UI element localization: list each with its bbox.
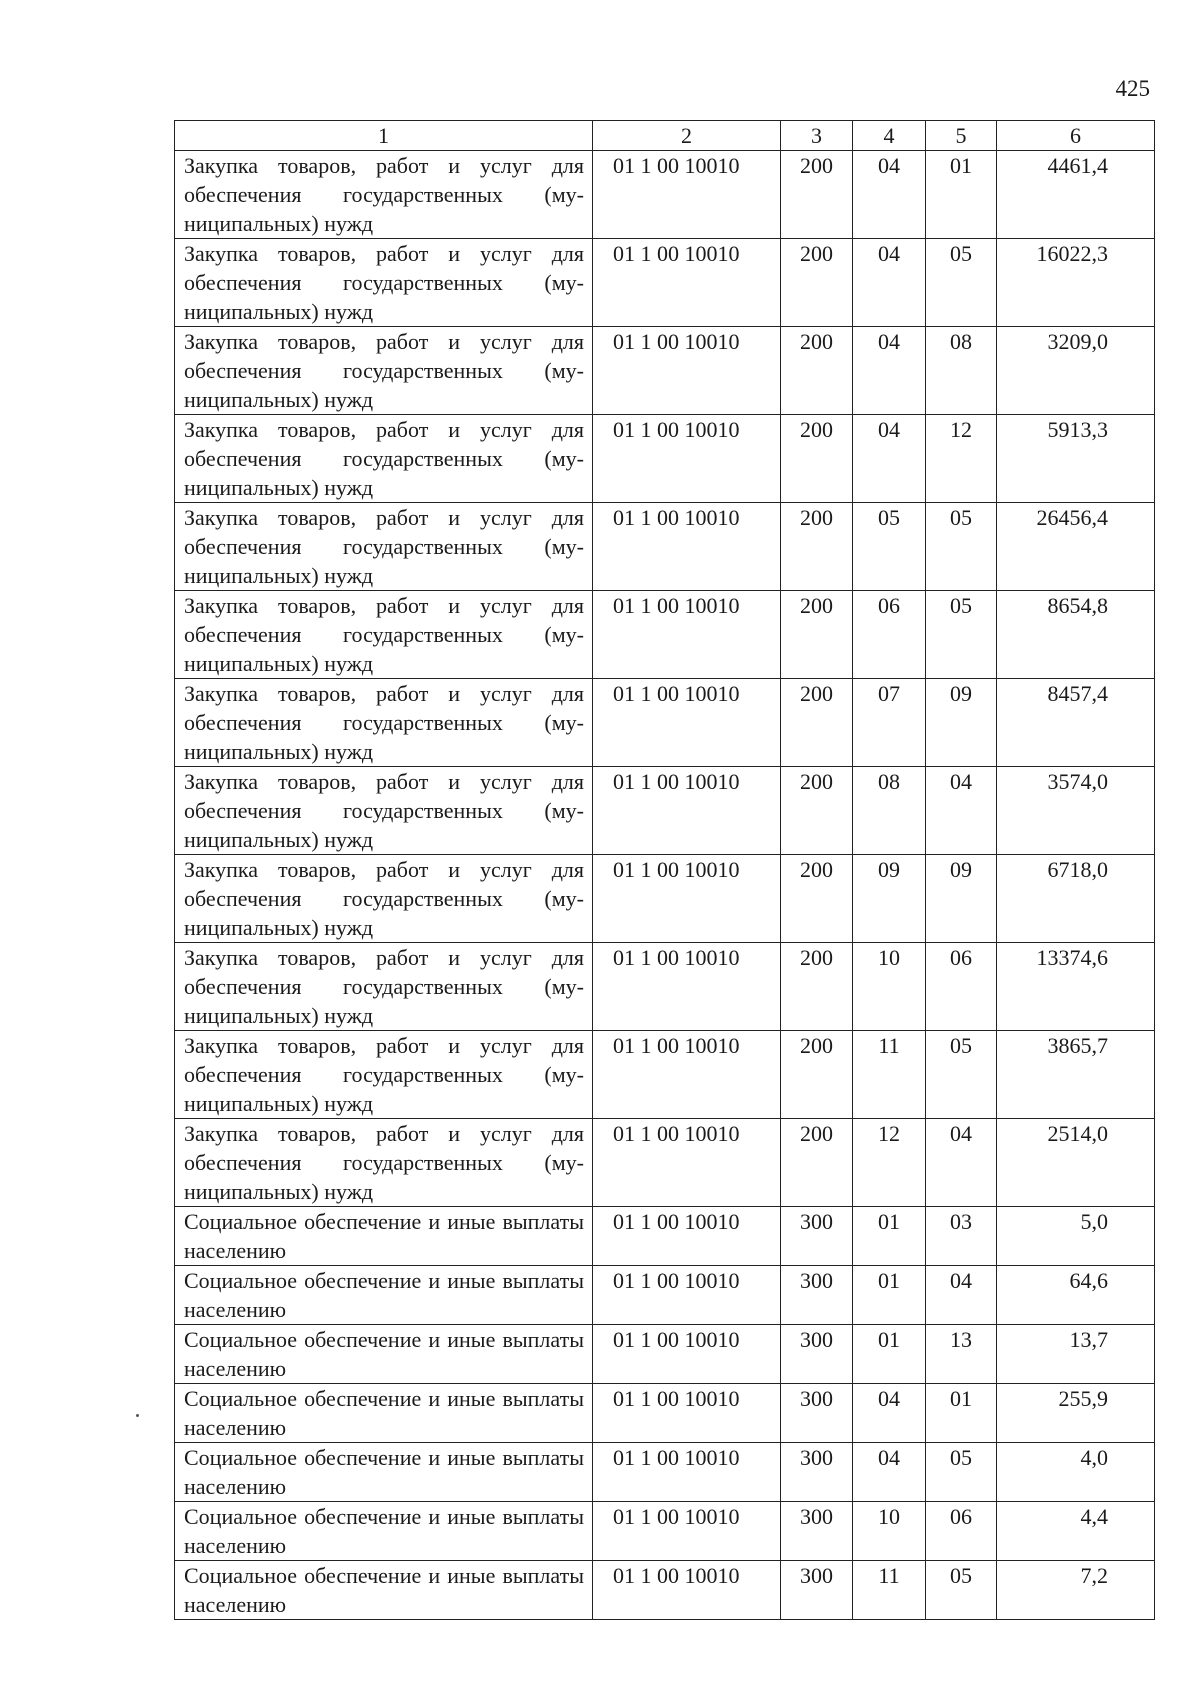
expenditure-type-cell: 200 [781, 1119, 853, 1207]
target-article-cell: 01 1 00 10010 [593, 1384, 781, 1443]
section-cell: 10 [853, 1502, 926, 1561]
target-article-cell: 01 1 00 10010 [593, 1561, 781, 1620]
expenditure-type-cell: 200 [781, 503, 853, 591]
subsection-cell: 05 [926, 591, 997, 679]
column-header: 4 [853, 121, 926, 151]
table-row [175, 1119, 1155, 1207]
amount-cell: 13374,6 [997, 943, 1155, 1031]
expenditure-type-cell: 300 [781, 1325, 853, 1384]
target-article-cell: 01 1 00 10010 [593, 1031, 781, 1119]
expenditure-type-cell: 200 [781, 767, 853, 855]
table-row [175, 1502, 1155, 1561]
subsection-cell: 09 [926, 855, 997, 943]
section-cell: 05 [853, 503, 926, 591]
target-article-cell: 01 1 00 10010 [593, 855, 781, 943]
expenditure-type-cell: 300 [781, 1384, 853, 1443]
expenditure-name-cell: Закупка товаров, работ и услуг для обеспечения государственных (муниципальных) нужд [175, 503, 593, 591]
target-article-cell: 01 1 00 10010 [593, 1502, 781, 1561]
expenditure-type-cell: 300 [781, 1266, 853, 1325]
budget-table [174, 120, 1155, 1620]
table-row [175, 503, 1155, 591]
subsection-cell: 05 [926, 503, 997, 591]
expenditure-type-cell: 200 [781, 239, 853, 327]
table-row [175, 327, 1155, 415]
section-cell: 04 [853, 1443, 926, 1502]
target-article-cell: 01 1 00 10010 [593, 679, 781, 767]
expenditure-type-cell: 200 [781, 415, 853, 503]
subsection-cell: 09 [926, 679, 997, 767]
subsection-cell: 04 [926, 1266, 997, 1325]
amount-cell: 8457,4 [997, 679, 1155, 767]
section-cell: 06 [853, 591, 926, 679]
section-cell: 11 [853, 1561, 926, 1620]
table-row [175, 591, 1155, 679]
expenditure-type-cell: 300 [781, 1502, 853, 1561]
column-header: 6 [997, 121, 1155, 151]
amount-cell: 7,2 [997, 1561, 1155, 1620]
section-cell: 01 [853, 1325, 926, 1384]
expenditure-name-cell: Закупка товаров, работ и услуг для обеспечения государственных (муниципальных) нужд [175, 767, 593, 855]
subsection-cell: 13 [926, 1325, 997, 1384]
table-row [175, 1031, 1155, 1119]
target-article-cell: 01 1 00 10010 [593, 1266, 781, 1325]
section-cell: 01 [853, 1207, 926, 1266]
target-article-cell: 01 1 00 10010 [593, 767, 781, 855]
subsection-cell: 05 [926, 1031, 997, 1119]
column-header: 1 [175, 121, 593, 151]
expenditure-name-cell: Социальное обеспечение и иные выплаты населению [175, 1325, 593, 1384]
amount-cell: 5913,3 [997, 415, 1155, 503]
target-article-cell: 01 1 00 10010 [593, 1443, 781, 1502]
subsection-cell: 01 [926, 151, 997, 239]
subsection-cell: 03 [926, 1207, 997, 1266]
amount-cell: 4,0 [997, 1443, 1155, 1502]
subsection-cell: 05 [926, 1443, 997, 1502]
table-row [175, 1561, 1155, 1620]
column-header: 2 [593, 121, 781, 151]
subsection-cell: 08 [926, 327, 997, 415]
section-cell: 12 [853, 1119, 926, 1207]
amount-cell: 4461,4 [997, 151, 1155, 239]
table-row [175, 1207, 1155, 1266]
table-row [175, 767, 1155, 855]
column-header: 5 [926, 121, 997, 151]
amount-cell: 26456,4 [997, 503, 1155, 591]
section-cell: 04 [853, 327, 926, 415]
section-cell: 01 [853, 1266, 926, 1325]
target-article-cell: 01 1 00 10010 [593, 943, 781, 1031]
amount-cell: 3574,0 [997, 767, 1155, 855]
amount-cell: 3865,7 [997, 1031, 1155, 1119]
page-number: 425 [1115, 76, 1150, 101]
amount-cell: 4,4 [997, 1502, 1155, 1561]
expenditure-name-cell: Социальное обеспечение и иные выплаты населению [175, 1207, 593, 1266]
table-row [175, 151, 1155, 239]
table-row [175, 239, 1155, 327]
expenditure-type-cell: 200 [781, 591, 853, 679]
expenditure-type-cell: 300 [781, 1443, 853, 1502]
table-row [175, 415, 1155, 503]
section-cell: 10 [853, 943, 926, 1031]
amount-cell: 5,0 [997, 1207, 1155, 1266]
expenditure-name-cell: Закупка товаров, работ и услуг для обеспечения государственных (муниципальных) нужд [175, 679, 593, 767]
table-row [175, 1266, 1155, 1325]
section-cell: 04 [853, 1384, 926, 1443]
table-header-row [175, 121, 1155, 151]
expenditure-name-cell: Социальное обеспечение и иные выплаты населению [175, 1384, 593, 1443]
table-row [175, 679, 1155, 767]
amount-cell: 2514,0 [997, 1119, 1155, 1207]
amount-cell: 64,6 [997, 1266, 1155, 1325]
expenditure-name-cell: Социальное обеспечение и иные выплаты населению [175, 1443, 593, 1502]
section-cell: 08 [853, 767, 926, 855]
expenditure-name-cell: Закупка товаров, работ и услуг для обеспечения государственных (муниципальных) нужд [175, 591, 593, 679]
table-row [175, 1384, 1155, 1443]
target-article-cell: 01 1 00 10010 [593, 239, 781, 327]
expenditure-type-cell: 200 [781, 151, 853, 239]
table-row [175, 1443, 1155, 1502]
target-article-cell: 01 1 00 10010 [593, 151, 781, 239]
section-cell: 04 [853, 151, 926, 239]
subsection-cell: 06 [926, 943, 997, 1031]
amount-cell: 8654,8 [997, 591, 1155, 679]
amount-cell: 255,9 [997, 1384, 1155, 1443]
expenditure-name-cell: Закупка товаров, работ и услуг для обеспечения государственных (муниципальных) нужд [175, 415, 593, 503]
expenditure-name-cell: Социальное обеспечение и иные выплаты населению [175, 1266, 593, 1325]
subsection-cell: 05 [926, 1561, 997, 1620]
amount-cell: 13,7 [997, 1325, 1155, 1384]
target-article-cell: 01 1 00 10010 [593, 503, 781, 591]
expenditure-type-cell: 200 [781, 855, 853, 943]
target-article-cell: 01 1 00 10010 [593, 1119, 781, 1207]
expenditure-name-cell: Закупка товаров, работ и услуг для обеспечения государственных (муниципальных) нужд [175, 1031, 593, 1119]
expenditure-type-cell: 200 [781, 327, 853, 415]
subsection-cell: 01 [926, 1384, 997, 1443]
subsection-cell: 06 [926, 1502, 997, 1561]
expenditure-name-cell: Закупка товаров, работ и услуг для обеспечения государственных (муниципальных) нужд [175, 855, 593, 943]
section-cell: 09 [853, 855, 926, 943]
expenditure-type-cell: 300 [781, 1561, 853, 1620]
expenditure-name-cell: Социальное обеспечение и иные выплаты населению [175, 1561, 593, 1620]
table-row [175, 943, 1155, 1031]
section-cell: 11 [853, 1031, 926, 1119]
table-row [175, 1325, 1155, 1384]
expenditure-name-cell: Социальное обеспечение и иные выплаты населению [175, 1502, 593, 1561]
expenditure-name-cell: Закупка товаров, работ и услуг для обеспечения государственных (муниципальных) нужд [175, 327, 593, 415]
scan-speck [136, 1414, 139, 1417]
subsection-cell: 04 [926, 1119, 997, 1207]
expenditure-name-cell: Закупка товаров, работ и услуг для обеспечения государственных (муниципальных) нужд [175, 151, 593, 239]
target-article-cell: 01 1 00 10010 [593, 327, 781, 415]
section-cell: 07 [853, 679, 926, 767]
section-cell: 04 [853, 415, 926, 503]
expenditure-type-cell: 200 [781, 1031, 853, 1119]
section-cell: 04 [853, 239, 926, 327]
target-article-cell: 01 1 00 10010 [593, 591, 781, 679]
expenditure-name-cell: Закупка товаров, работ и услуг для обеспечения государственных (муниципальных) нужд [175, 1119, 593, 1207]
subsection-cell: 12 [926, 415, 997, 503]
amount-cell: 16022,3 [997, 239, 1155, 327]
target-article-cell: 01 1 00 10010 [593, 1325, 781, 1384]
amount-cell: 3209,0 [997, 327, 1155, 415]
expenditure-name-cell: Закупка товаров, работ и услуг для обеспечения государственных (муниципальных) нужд [175, 239, 593, 327]
target-article-cell: 01 1 00 10010 [593, 1207, 781, 1266]
expenditure-type-cell: 200 [781, 943, 853, 1031]
column-header: 3 [781, 121, 853, 151]
amount-cell: 6718,0 [997, 855, 1155, 943]
expenditure-type-cell: 300 [781, 1207, 853, 1266]
expenditure-name-cell: Закупка товаров, работ и услуг для обеспечения государственных (муниципальных) нужд [175, 943, 593, 1031]
subsection-cell: 05 [926, 239, 997, 327]
target-article-cell: 01 1 00 10010 [593, 415, 781, 503]
table-row [175, 855, 1155, 943]
expenditure-type-cell: 200 [781, 679, 853, 767]
subsection-cell: 04 [926, 767, 997, 855]
